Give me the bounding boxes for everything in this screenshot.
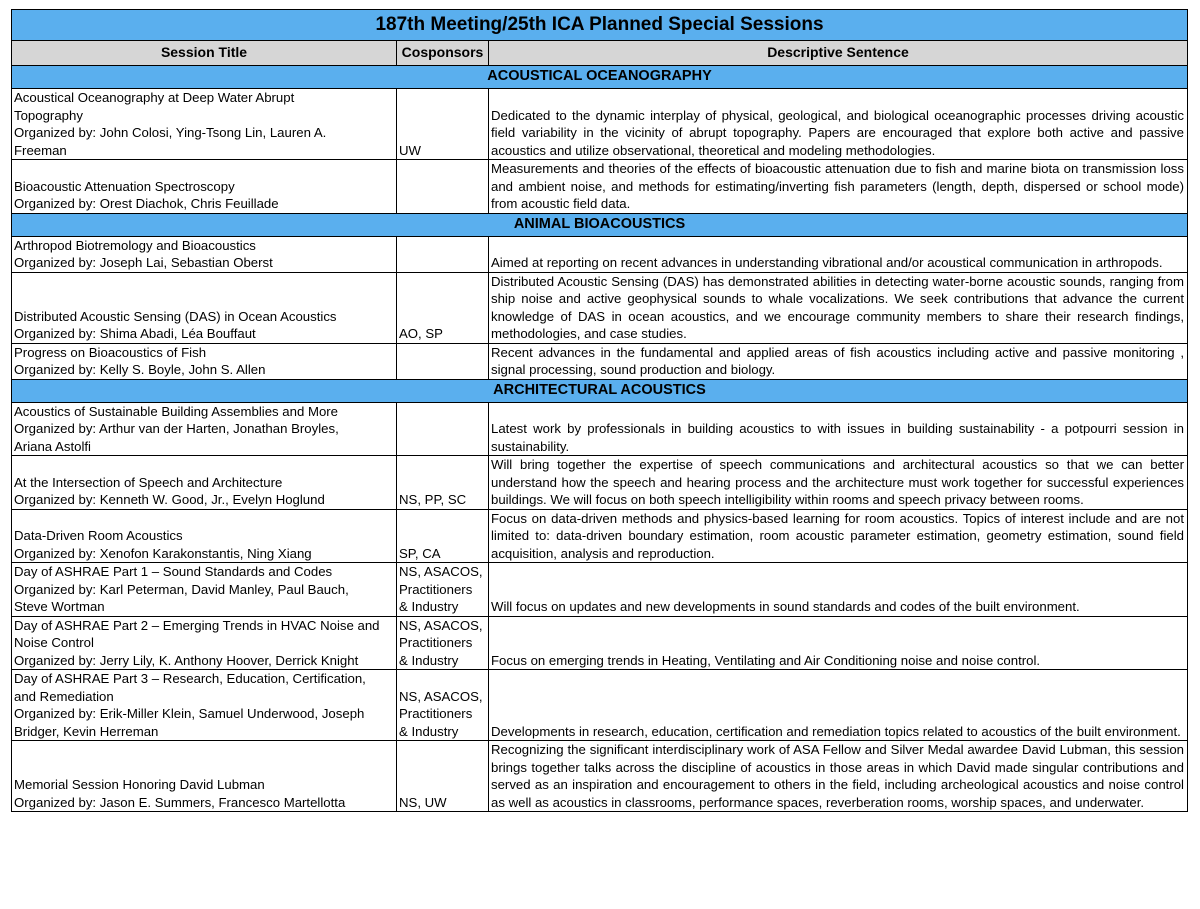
session-title-line: Bridger, Kevin Herreman xyxy=(14,723,159,739)
session-title-line: Organized by: John Colosi, Ying-Tsong Lin, Lauren A. xyxy=(14,125,327,140)
session-title-line: Day of ASHRAE Part 2 – Emerging Trends in HVAC Noise and xyxy=(14,617,380,633)
session-title-line: Day of ASHRAE Part 3 – Research, Education, Certification, xyxy=(14,671,366,686)
session-title-cell xyxy=(12,160,397,214)
session-title-line: Noise Control xyxy=(14,635,94,650)
session-title-line: Organized by: Shima Abadi, Léa Bouffaut xyxy=(14,326,256,341)
cosponsor-line: UW xyxy=(399,142,421,158)
section-header-row xyxy=(12,66,1188,89)
session-title-cell xyxy=(12,509,397,563)
table-row xyxy=(12,616,1188,670)
session-title-cell xyxy=(12,343,397,379)
session-title-line: Acoustics of Sustainable Building Assemblies and More xyxy=(14,403,339,419)
section-header-row xyxy=(12,379,1188,402)
session-title-cell xyxy=(12,616,397,670)
column-header-cosponsors: Cosponsors xyxy=(397,41,489,66)
cosponsors-cell xyxy=(397,160,489,214)
table-row xyxy=(12,402,1188,456)
table-row xyxy=(12,272,1188,343)
cosponsors-cell xyxy=(397,563,489,617)
cosponsor-line: NS, PP, SC xyxy=(399,492,467,507)
table-body xyxy=(12,66,1188,812)
session-title-cell xyxy=(12,563,397,617)
session-title-line: Acoustical Oceanography at Deep Water Abrupt xyxy=(14,90,295,105)
session-title-line: Day of ASHRAE Part 1 – Sound Standards and Codes xyxy=(14,564,333,579)
session-title-line: Arthropod Biotremology and Bioacoustics xyxy=(14,237,256,253)
cosponsors-cell xyxy=(397,670,489,741)
table-row xyxy=(12,741,1188,812)
cosponsor-line: Practitioners xyxy=(399,635,473,650)
cosponsors-cell xyxy=(397,343,489,379)
session-title-line: Organized by: Arthur van der Harten, Jonathan Broyles, xyxy=(14,421,339,436)
cosponsors-cell xyxy=(397,509,489,563)
session-title-line: Organized by: Orest Diachok, Chris Feuillade xyxy=(14,196,279,211)
cosponsor-line: & Industry xyxy=(399,599,459,614)
page-title: 187th Meeting/25th ICA Planned Special Sessions xyxy=(12,10,1188,41)
session-title-line: Organized by: Joseph Lai, Sebastian Oberst xyxy=(14,255,273,270)
description-cell: Focus on emerging trends in Heating, Ventilating and Air Conditioning noise and noise control. xyxy=(489,616,1188,670)
session-title-line: Organized by: Erik-Miller Klein, Samuel Underwood, Joseph xyxy=(14,706,365,721)
session-title-line: Organized by: Kelly S. Boyle, John S. Allen xyxy=(14,362,266,377)
session-title-line: Organized by: Xenofon Karakonstantis, Ning Xiang xyxy=(14,545,312,561)
session-title-cell xyxy=(12,236,397,272)
table-row xyxy=(12,563,1188,617)
session-title-cell xyxy=(12,402,397,456)
session-title-line: Distributed Acoustic Sensing (DAS) in Ocean Acoustics xyxy=(14,308,337,324)
table-row xyxy=(12,89,1188,160)
column-header-descriptive-sentence: Descriptive Sentence xyxy=(489,41,1188,66)
column-header-session-title: Session Title xyxy=(12,41,397,66)
table-row xyxy=(12,160,1188,214)
section-header: ANIMAL BIOACOUSTICS xyxy=(12,213,1188,236)
special-sessions-table xyxy=(11,9,1188,812)
section-header-row xyxy=(12,213,1188,236)
description-cell: Recent advances in the fundamental and applied areas of fish acoustics including active and passive monitoring , signal processing, sound production and biology. xyxy=(489,343,1188,379)
cosponsor-line: NS, UW xyxy=(399,794,447,810)
cosponsors-cell xyxy=(397,236,489,272)
cosponsors-cell xyxy=(397,402,489,456)
description-cell: Measurements and theories of the effects of bioacoustic attenuation due to fish and marine biota on transmission loss and ambient noise, and methods for estimating/inverting fish parameters (length, depth, dispersed or school mode) from acoustic field data. xyxy=(489,160,1188,214)
cosponsor-line: Practitioners xyxy=(399,581,473,597)
description-cell: Aimed at reporting on recent advances in understanding vibrational and/or acoustical communication in arthropods. xyxy=(489,236,1188,272)
session-title-line: Organized by: Karl Peterman, David Manley, Paul Bauch, xyxy=(14,581,349,597)
section-header: ACOUSTICAL OCEANOGRAPHY xyxy=(12,66,1188,89)
session-title-line: Progress on Bioacoustics of Fish xyxy=(14,344,207,360)
description-cell: Focus on data-driven methods and physics-based learning for room acoustics. Topics of interest include and are not limited to: data-driven boundary estimation, room acoustic parameter estimation, geometry estimation, sound field acquisition, analysis and reproduction. xyxy=(489,509,1188,563)
session-title-line: Topography xyxy=(14,107,83,123)
table-row xyxy=(12,670,1188,741)
session-title-line: Ariana Astolfi xyxy=(14,438,91,454)
session-title-cell xyxy=(12,456,397,510)
session-title-cell xyxy=(12,272,397,343)
session-title-line: Steve Wortman xyxy=(14,599,105,614)
cosponsors-cell xyxy=(397,456,489,510)
cosponsors-cell xyxy=(397,89,489,160)
description-cell: Will bring together the expertise of speech communications and architectural acoustics so that we can better understand how the speech and hearing process and the architecture must work together for successful experiences buildings. We will focus on both speech intelligibility within rooms and speech privacy between rooms. xyxy=(489,456,1188,510)
cosponsor-line: NS, ASACOS, xyxy=(399,564,483,579)
table-row xyxy=(12,343,1188,379)
session-title-cell xyxy=(12,670,397,741)
cosponsor-line: & Industry xyxy=(399,652,459,668)
cosponsors-cell xyxy=(397,272,489,343)
section-header: ARCHITECTURAL ACOUSTICS xyxy=(12,379,1188,402)
cosponsor-line: AO, SP xyxy=(399,326,443,341)
session-title-line: and Remediation xyxy=(14,688,114,704)
session-title-line: At the Intersection of Speech and Architecture xyxy=(14,474,283,490)
table-row xyxy=(12,456,1188,510)
session-title-cell xyxy=(12,741,397,812)
session-title-cell xyxy=(12,89,397,160)
session-title-line: Data-Driven Room Acoustics xyxy=(14,528,183,543)
session-title-line: Organized by: Jerry Lily, K. Anthony Hoover, Derrick Knight xyxy=(14,652,359,668)
cosponsor-line: NS, ASACOS, xyxy=(399,617,483,633)
table-row xyxy=(12,236,1188,272)
session-title-line: Memorial Session Honoring David Lubman xyxy=(14,777,265,792)
description-cell: Will focus on updates and new developments in sound standards and codes of the built environment. xyxy=(489,563,1188,617)
cosponsors-cell xyxy=(397,616,489,670)
cosponsor-line: NS, ASACOS, xyxy=(399,688,483,704)
cosponsor-line: SP, CA xyxy=(399,545,441,561)
cosponsor-line: & Industry xyxy=(399,723,459,739)
table-row xyxy=(12,509,1188,563)
session-title-line: Organized by: Kenneth W. Good, Jr., Evelyn Hoglund xyxy=(14,492,325,507)
description-cell: Developments in research, education, certification and remediation topics related to acoustics of the built environment. xyxy=(489,670,1188,741)
description-cell: Latest work by professionals in building acoustics to with issues in building sustainability - a potpourri session in sustainability. xyxy=(489,402,1188,456)
session-title-line: Bioacoustic Attenuation Spectroscopy xyxy=(14,178,235,194)
cosponsor-line: Practitioners xyxy=(399,706,473,721)
session-title-line: Freeman xyxy=(14,142,67,158)
description-cell: Distributed Acoustic Sensing (DAS) has demonstrated abilities in detecting water-borne acoustic sounds, ranging from ship noise and active geophysical sounds to whale vocalizations. We seek contributions that advance the current knowledge of DAS in ocean acoustics, and we encourage community members to share their research findings, methodologies, and case studies. xyxy=(489,272,1188,343)
cosponsors-cell xyxy=(397,741,489,812)
description-cell: Recognizing the significant interdisciplinary work of ASA Fellow and Silver Medal awardee David Lubman, this session brings together talks across the discipline of acoustics in those areas in which David made singular contributions and served as an inspiration and encouragement to others in the field, including archeological acoustics and noise control as well as acoustics in classrooms, performance spaces, reverberation rooms, worship spaces, and underwater. xyxy=(489,741,1188,812)
description-cell: Dedicated to the dynamic interplay of physical, geological, and biological oceanographic processes driving acoustic field variability in the vicinity of abrupt topography. Papers are encouraged that explore both active and passive acoustics and utilize observational, theoretical and modeling methodologies. xyxy=(489,89,1188,160)
session-title-line: Organized by: Jason E. Summers, Francesco Martellotta xyxy=(14,794,346,810)
